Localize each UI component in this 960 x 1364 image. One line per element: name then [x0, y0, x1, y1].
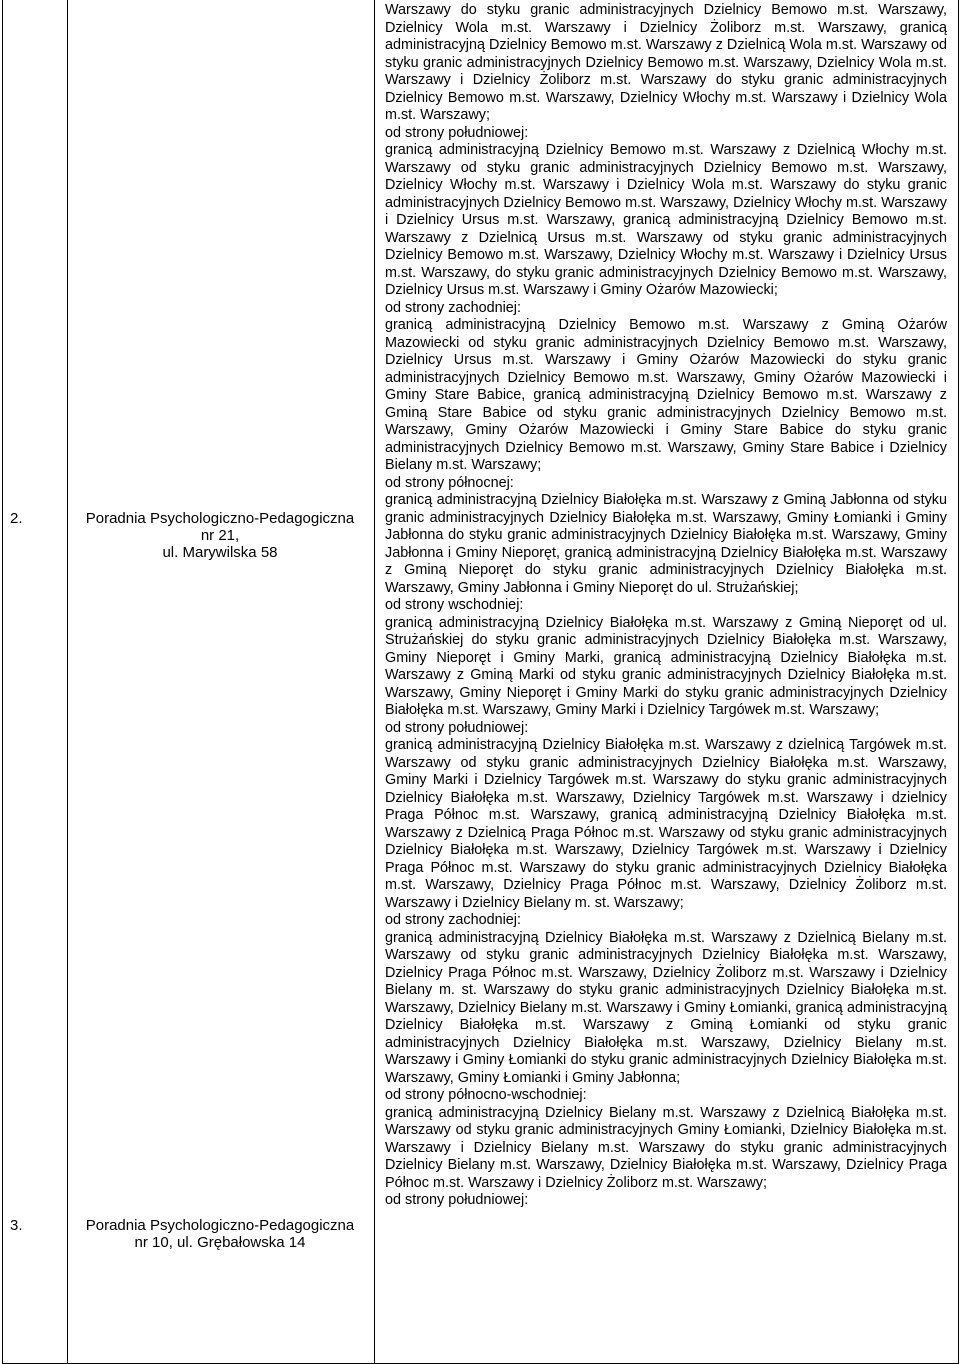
- section-heading: od strony południowej:: [385, 719, 529, 736]
- number-cell: [3, 0, 68, 1364]
- boundary-paragraph: granicą administracyjną Dzielnicy Białołęka m.st. Warszawy z dzielnicą Targówek m.st. Warszawy od styku granic administracyjnych Dzielnicy Białołęka m.st. Warszawy, Gminy Marki i Dzielnicy Targówek m.st. Warszawy do styku granic administracyjnych Dzielnicy Białołęka m.st. Warszawy, Dzielnicy Targówek m.st. Warszawy i dzielnicy Praga Północ m.st. Warszawy, granicą administracyjną Dzielnicy Białołęka m.st. Warszawy z Dzielnicą Praga Północ m.st. Warszawy od styku granic administracyjnych Dzielnicy Białołęka m.st. Warszawy, Dzielnicy Targówek m.st. Warszawy i Dzielnicy Praga Północ m.st. Warszawy do styku granic administracyjnych Dzielnicy Białołęka m.st. Warszawy, Dzielnicy Praga Północ m.st. Warszawy, Dzielnicy Żoliborz m.st. Warszawy i Dzielnicy Bielany m. st. Warszawy;: [385, 737, 947, 911]
- boundary-paragraph: granicą administracyjną Dzielnicy Białołęka m.st. Warszawy z Gminą Nieporęt od ul. Strużańskiej do styku granic administracyjnych Dzielnicy Białołęka m.st. Warszawy, Gminy Nieporęt i Gminy Marki, granicą administracyjną Dzielnicy Białołęka m.st. Warszawy z Gminą Marki od styku granic administracyjnych Dzielnicy Białołęka m.st. Warszawy, Gminy Nieporęt i Gminy Marki do styku granic administracyjnych Dzielnicy Białołęka m.st. Warszawy, Gminy Marki i Dzielnicy Targówek m.st. Warszawy;: [385, 614, 947, 718]
- boundary-paragraph: Warszawy do styku granic administracyjnych Dzielnicy Bemowo m.st. Warszawy, Dzielnicy Wola m.st. Warszawy i Dzielnicy Żoliborz m.st. Warszawy, granicą administracyjną Dzielnicy Bemowo m.st. Warszawy z Dzielnicą Wola m.st. Warszawy od styku granic administracyjnych Dzielnicy Bemowo m.st. Warszawy, Dzielnicy Wola m.st. Warszawy i Dzielnicy Żoliborz m.st. Warszawy do styku granic administracyjnych Dzielnicy Bemowo m.st. Warszawy, Dzielnicy Włochy m.st. Warszawy i Dzielnicy Wola m.st. Warszawy;: [385, 2, 947, 123]
- boundary-paragraph: granicą administracyjną Dzielnicy Bielany m.st. Warszawy z Dzielnicą Białołęka m.st. Warszawy od styku granic administracyjnych Gminy Łomianki, Dzielnicy Białołęka m.st. Warszawy i Dzielnicy Bielany m.st. Warszawy do styku granic administracyjnych Dzielnicy Bielany m.st. Warszawy, Dzielnicy Białołęka m.st. Warszawy, Dzielnicy Praga Północ m.st. Warszawy i Dzielnicy Żoliborz m.st. Warszawy;: [385, 1104, 947, 1191]
- section-heading: od strony północno-wschodniej:: [385, 1087, 587, 1103]
- section-heading: od strony południowej:: [385, 124, 529, 141]
- section-heading: od strony północnej:: [385, 474, 514, 491]
- entry-name-line: nr 21,: [200, 527, 240, 544]
- boundary-paragraph: granicą administracyjną Dzielnicy Białołęka m.st. Warszawy z Gminą Jabłonna od styku granic administracyjnych Dzielnicy Białołęka m.st. Warszawy, Gminy Łomianki i Gminy Jabłonna do styku granic administracyjnych Dzielnicy Białołęka m.st. Warszawy, Gminy Jabłonna i Gminy Nieporęt, granicą administracyjną Dzielnicy Białołęka m.st. Warszawy z Gminą Nieporęt do styku granic administracyjnych Dzielnicy Białołęka m.st. Warszawy, Gminy Jabłonna i Gminy Nieporęt do ul. Strużańskiej;: [385, 492, 947, 596]
- section-heading: od strony zachodniej:: [385, 299, 521, 316]
- boundary-paragraph: granicą administracyjną Dzielnicy Białołęka m.st. Warszawy z Dzielnicą Bielany m.st. Warszawy od styku granic administracyjnych Dzielnicy Białołęka m.st. Warszawy, Dzielnicy Praga Północ m.st. Warszawy, Dzielnicy Żoliborz m.st. Warszawy i Dzielnicy Bielany m. st. Warszawy do styku granic administracyjnych Dzielnicy Białołęka m.st. Warszawy, Dzielnicy Bielany m.st. Warszawy i Gminy Łomianki, granicą administracyjną Dzielnicy Białołęka m.st. Warszawy z Gminą Łomianki od styku granic administracyjnych Dzielnicy Białołęka m.st. Warszawy, Dzielnicy Bielany m.st. Warszawy i Gminy Łomianki do styku granic administracyjnych Dzielnicy Białołęka m.st. Warszawy, Gminy Łomianki i Gminy Jabłonna;: [385, 929, 947, 1086]
- entry-name-line: Poradnia Psychologiczno-Pedagogiczna: [85, 1217, 355, 1234]
- entry-name-line: Poradnia Psychologiczno-Pedagogiczna: [85, 510, 355, 527]
- entry-name-line: nr 10, ul. Grębałowska 14: [134, 1234, 306, 1251]
- entry-number: 3.: [10, 1217, 23, 1234]
- section-heading: od strony południowej:: [385, 1192, 529, 1208]
- entry-name: [68, 1217, 372, 1251]
- entry-number: 2.: [10, 510, 23, 527]
- boundary-description: [385, 2, 947, 1210]
- boundary-paragraph: granicą administracyjną Dzielnicy Bemowo m.st. Warszawy z Gminą Ożarów Mazowiecki od styku granic administracyjnych Dzielnicy Bemowo m.st. Warszawy, Dzielnicy Ursus m.st. Warszawy i Gminy Ożarów Mazowiecki do styku granic administracyjnych Dzielnicy Bemowo m.st. Warszawy, Gminy Ożarów Mazowiecki i Gminy Stare Babice, granicą administracyjną Dzielnicy Bemowo m.st. Warszawy z Gminą Stare Babice od styku granic administracyjnych Dzielnicy Bemowo m.st. Warszawy, Gminy Ożarów Mazowiecki i Gminy Stare Babice do styku granic administracyjnych Dzielnicy Bemowo m.st. Warszawy, Gminy Stare Babice i Dzielnicy Bielany m.st. Warszawy;: [385, 317, 947, 473]
- entry-name: [68, 510, 372, 561]
- entry-name-line: ul. Marywilska 58: [162, 544, 278, 561]
- name-cell: [68, 0, 375, 1364]
- boundary-paragraph: granicą administracyjną Dzielnicy Bemowo m.st. Warszawy z Dzielnicą Włochy m.st. Warszawy od styku granic administracyjnych Dzielnicy Bemowo m.st. Warszawy, Dzielnicy Włochy m.st. Warszawy i Dzielnicy Wola m.st. Warszawy do styku granic administracyjnych Dzielnicy Bemowo m.st. Warszawy, Dzielnicy Włochy m.st. Warszawy i Dzielnicy Ursus m.st. Warszawy, granicą administracyjną Dzielnicy Bemowo m.st. Warszawy z Dzielnicą Ursus m.st. Warszawy od styku granic administracyjnych Dzielnicy Bemowo m.st. Warszawy, Dzielnicy Włochy m.st. Warszawy i Dzielnicy Ursus m.st. Warszawy, do styku granic administracyjnych Dzielnicy Bemowo m.st. Warszawy, Dzielnicy Ursus m.st. Warszawy i Gminy Ożarów Mazowiecki;: [385, 142, 947, 298]
- section-heading: od strony zachodniej:: [385, 912, 521, 928]
- section-heading: od strony wschodniej:: [385, 597, 524, 613]
